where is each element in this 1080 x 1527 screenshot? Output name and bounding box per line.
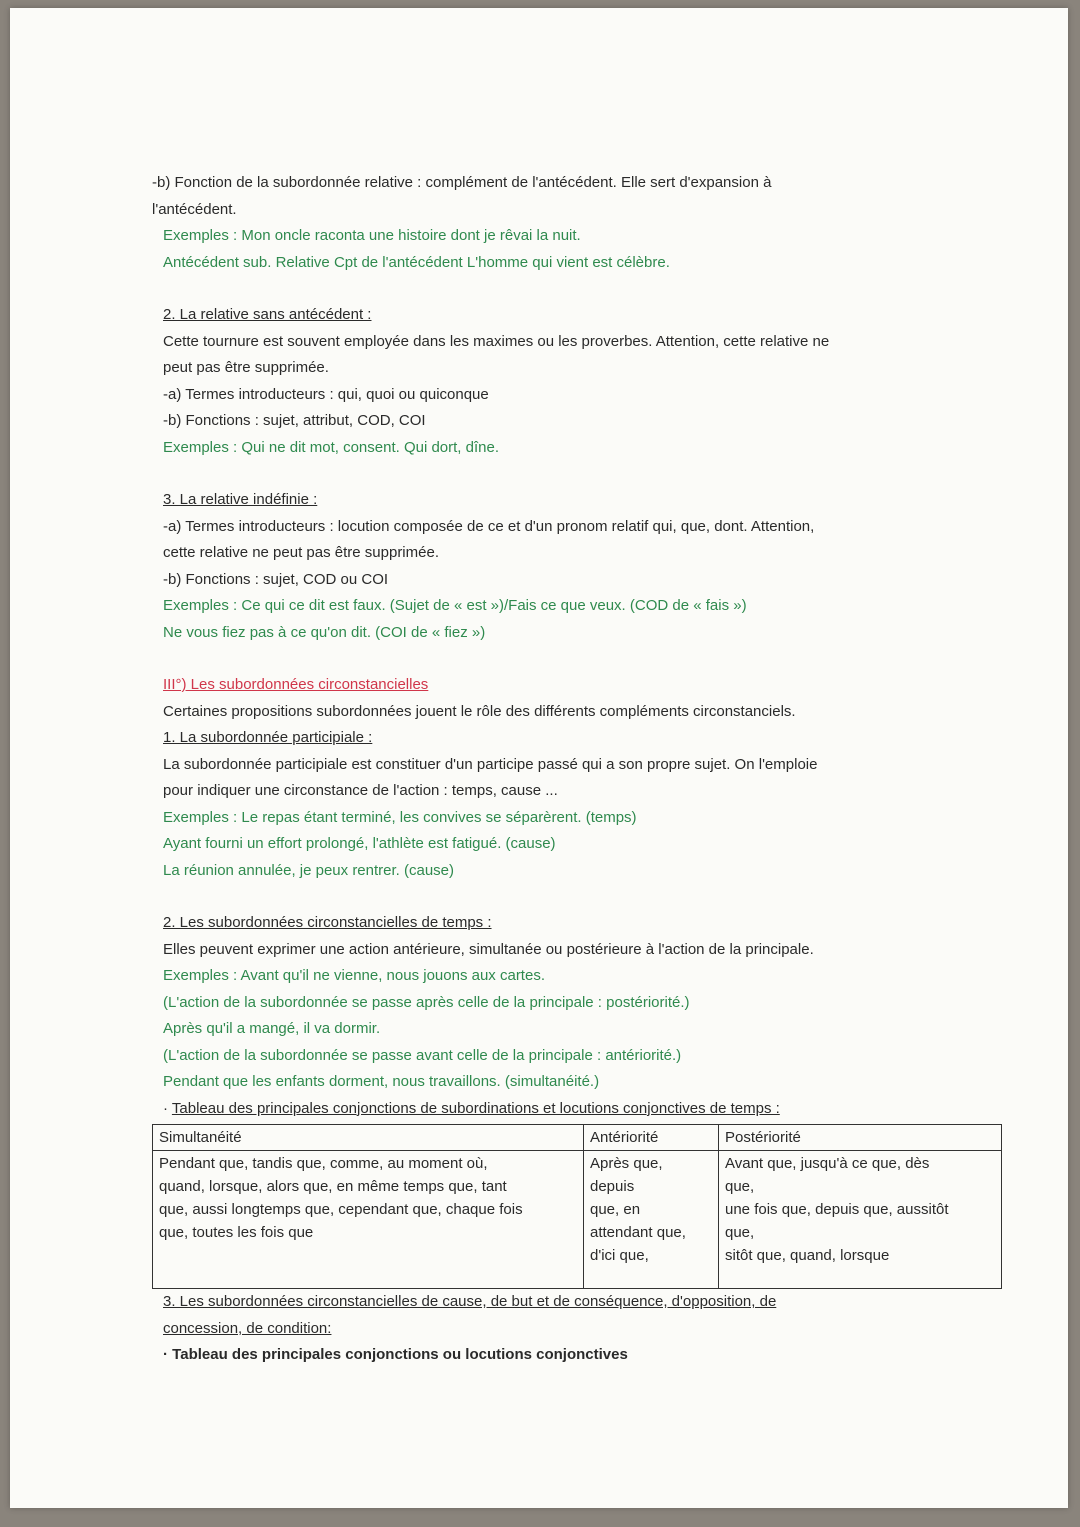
cell-line: attendant que, bbox=[590, 1224, 686, 1241]
table-cell-simultaneite bbox=[153, 1151, 584, 1289]
text-line: Elles peuvent exprimer une action antérieure, simultanée ou postérieure à l'action de la principale. bbox=[163, 940, 814, 958]
section-heading: 3. Les subordonnées circonstancielles de cause, de but et de conséquence, d'opposition, de bbox=[163, 1293, 777, 1310]
cell-line: quand, lorsque, alors que, en même temps que, tant bbox=[159, 1178, 507, 1195]
example-line: (L'action de la subordonnée se passe avant celle de la principale : antériorité.) bbox=[163, 1046, 682, 1064]
cell-line: que, bbox=[725, 1178, 755, 1195]
cell-line: Pendant que, tandis que, comme, au moment où, bbox=[159, 1155, 488, 1172]
page-content bbox=[152, 170, 1012, 1369]
table-cell-posteriorite bbox=[719, 1151, 1002, 1289]
example-line: Antécédent sub. Relative Cpt de l'antécédent L'homme qui vient est célèbre. bbox=[163, 253, 670, 271]
table-caption-text: Tableau des principales conjonctions de subordinations et locutions conjonctives de temps : bbox=[171, 1099, 780, 1117]
table-header-cell: Antériorité bbox=[584, 1125, 719, 1151]
cell-line: sitôt que, quand, lorsque bbox=[725, 1247, 890, 1264]
example-line: Exemples : Avant qu'il ne vienne, nous jouons aux cartes. bbox=[163, 967, 545, 984]
cell-line: une fois que, depuis que, aussitôt bbox=[725, 1201, 949, 1218]
example-line: Exemples : Mon oncle raconta une histoire dont je rêvai la nuit. bbox=[163, 227, 581, 244]
table-cell-anteriorite bbox=[584, 1151, 719, 1289]
section-heading: 1. La subordonnée participiale : bbox=[163, 729, 373, 746]
cell-line: Avant que, jusqu'à ce que, dès bbox=[725, 1155, 930, 1172]
section-heading: 3. La relative indéfinie : bbox=[163, 491, 318, 508]
text-line: -a) Termes introducteurs : qui, quoi ou quiconque bbox=[163, 385, 489, 403]
cell-line: Après que, bbox=[590, 1155, 663, 1172]
example-line: Exemples : Le repas étant terminé, les convives se séparèrent. (temps) bbox=[163, 808, 637, 826]
example-line: Exemples : Ce qui ce dit est faux. (Sujet de « est »)/Fais ce que veux. (COD de « fais ») bbox=[163, 597, 747, 614]
text-line: l'antécédent. bbox=[152, 200, 237, 218]
text-line: cette relative ne peut pas être supprimée. bbox=[163, 544, 439, 561]
cell-line: d'ici que, bbox=[590, 1247, 649, 1264]
table-row bbox=[153, 1151, 1002, 1289]
text-line: -a) Termes introducteurs : locution composée de ce et d'un pronom relatif qui, que, dont. Attention, bbox=[163, 517, 815, 535]
table-header-row bbox=[153, 1125, 1002, 1151]
text-line: La subordonnée participiale est constituer d'un participe passé qui a son propre sujet. On l'emploie bbox=[163, 755, 818, 773]
example-line: Exemples : Qui ne dit mot, consent. Qui dort, dîne. bbox=[163, 438, 499, 456]
example-line: Ne vous fiez pas à ce qu'on dit. (COI de « fiez ») bbox=[163, 623, 486, 641]
section-heading: 2. La relative sans antécédent : bbox=[163, 306, 372, 323]
example-line: Ayant fourni un effort prolongé, l'athlète est fatigué. (cause) bbox=[163, 835, 556, 852]
example-line: Pendant que les enfants dorment, nous travaillons. (simultanéité.) bbox=[163, 1073, 600, 1090]
text-line: pour indiquer une circonstance de l'action : temps, cause ... bbox=[163, 782, 558, 799]
text-line: peut pas être supprimée. bbox=[163, 359, 329, 376]
example-line: (L'action de la subordonnée se passe après celle de la principale : postériorité.) bbox=[163, 993, 690, 1011]
text-line: -b) Fonctions : sujet, COD ou COI bbox=[163, 570, 389, 588]
table-caption bbox=[152, 1342, 1012, 1369]
table-header-cell: Postériorité bbox=[719, 1125, 1002, 1151]
cell-line: que, bbox=[725, 1224, 755, 1241]
section-heading: concession, de condition: bbox=[163, 1319, 332, 1337]
text-line: Cette tournure est souvent employée dans les maximes ou les proverbes. Attention, cette relative ne bbox=[163, 332, 830, 350]
example-line: Après qu'il a mangé, il va dormir. bbox=[163, 1020, 381, 1037]
bullet: · bbox=[163, 1099, 168, 1117]
text-line: Certaines propositions subordonnées jouent le rôle des différents compléments circonstanciels. bbox=[163, 702, 796, 720]
text-line: -b) Fonction de la subordonnée relative : complément de l'antécédent. Elle sert d'expansion à bbox=[152, 174, 772, 191]
cell-line: que, en bbox=[590, 1201, 641, 1218]
example-line: La réunion annulée, je peux rentrer. (cause) bbox=[163, 861, 455, 879]
text-line: -b) Fonctions : sujet, attribut, COD, COI bbox=[163, 412, 426, 429]
section-heading: 2. Les subordonnées circonstancielles de temps : bbox=[163, 914, 492, 931]
table-caption bbox=[152, 1096, 1012, 1123]
cell-line: que, toutes les fois que bbox=[159, 1224, 314, 1241]
table-header-cell: Simultanéité bbox=[153, 1125, 584, 1151]
table-caption-text: Tableau des principales conjonctions ou locutions conjonctives bbox=[172, 1346, 628, 1363]
document-page bbox=[10, 8, 1068, 1508]
cell-line: que, aussi longtemps que, cependant que, chaque fois bbox=[159, 1201, 523, 1218]
time-conjunctions-table bbox=[152, 1124, 1002, 1289]
chapter-heading: III°) Les subordonnées circonstancielles bbox=[163, 676, 429, 693]
bullet: · bbox=[163, 1346, 168, 1363]
cell-line: depuis bbox=[590, 1178, 635, 1195]
